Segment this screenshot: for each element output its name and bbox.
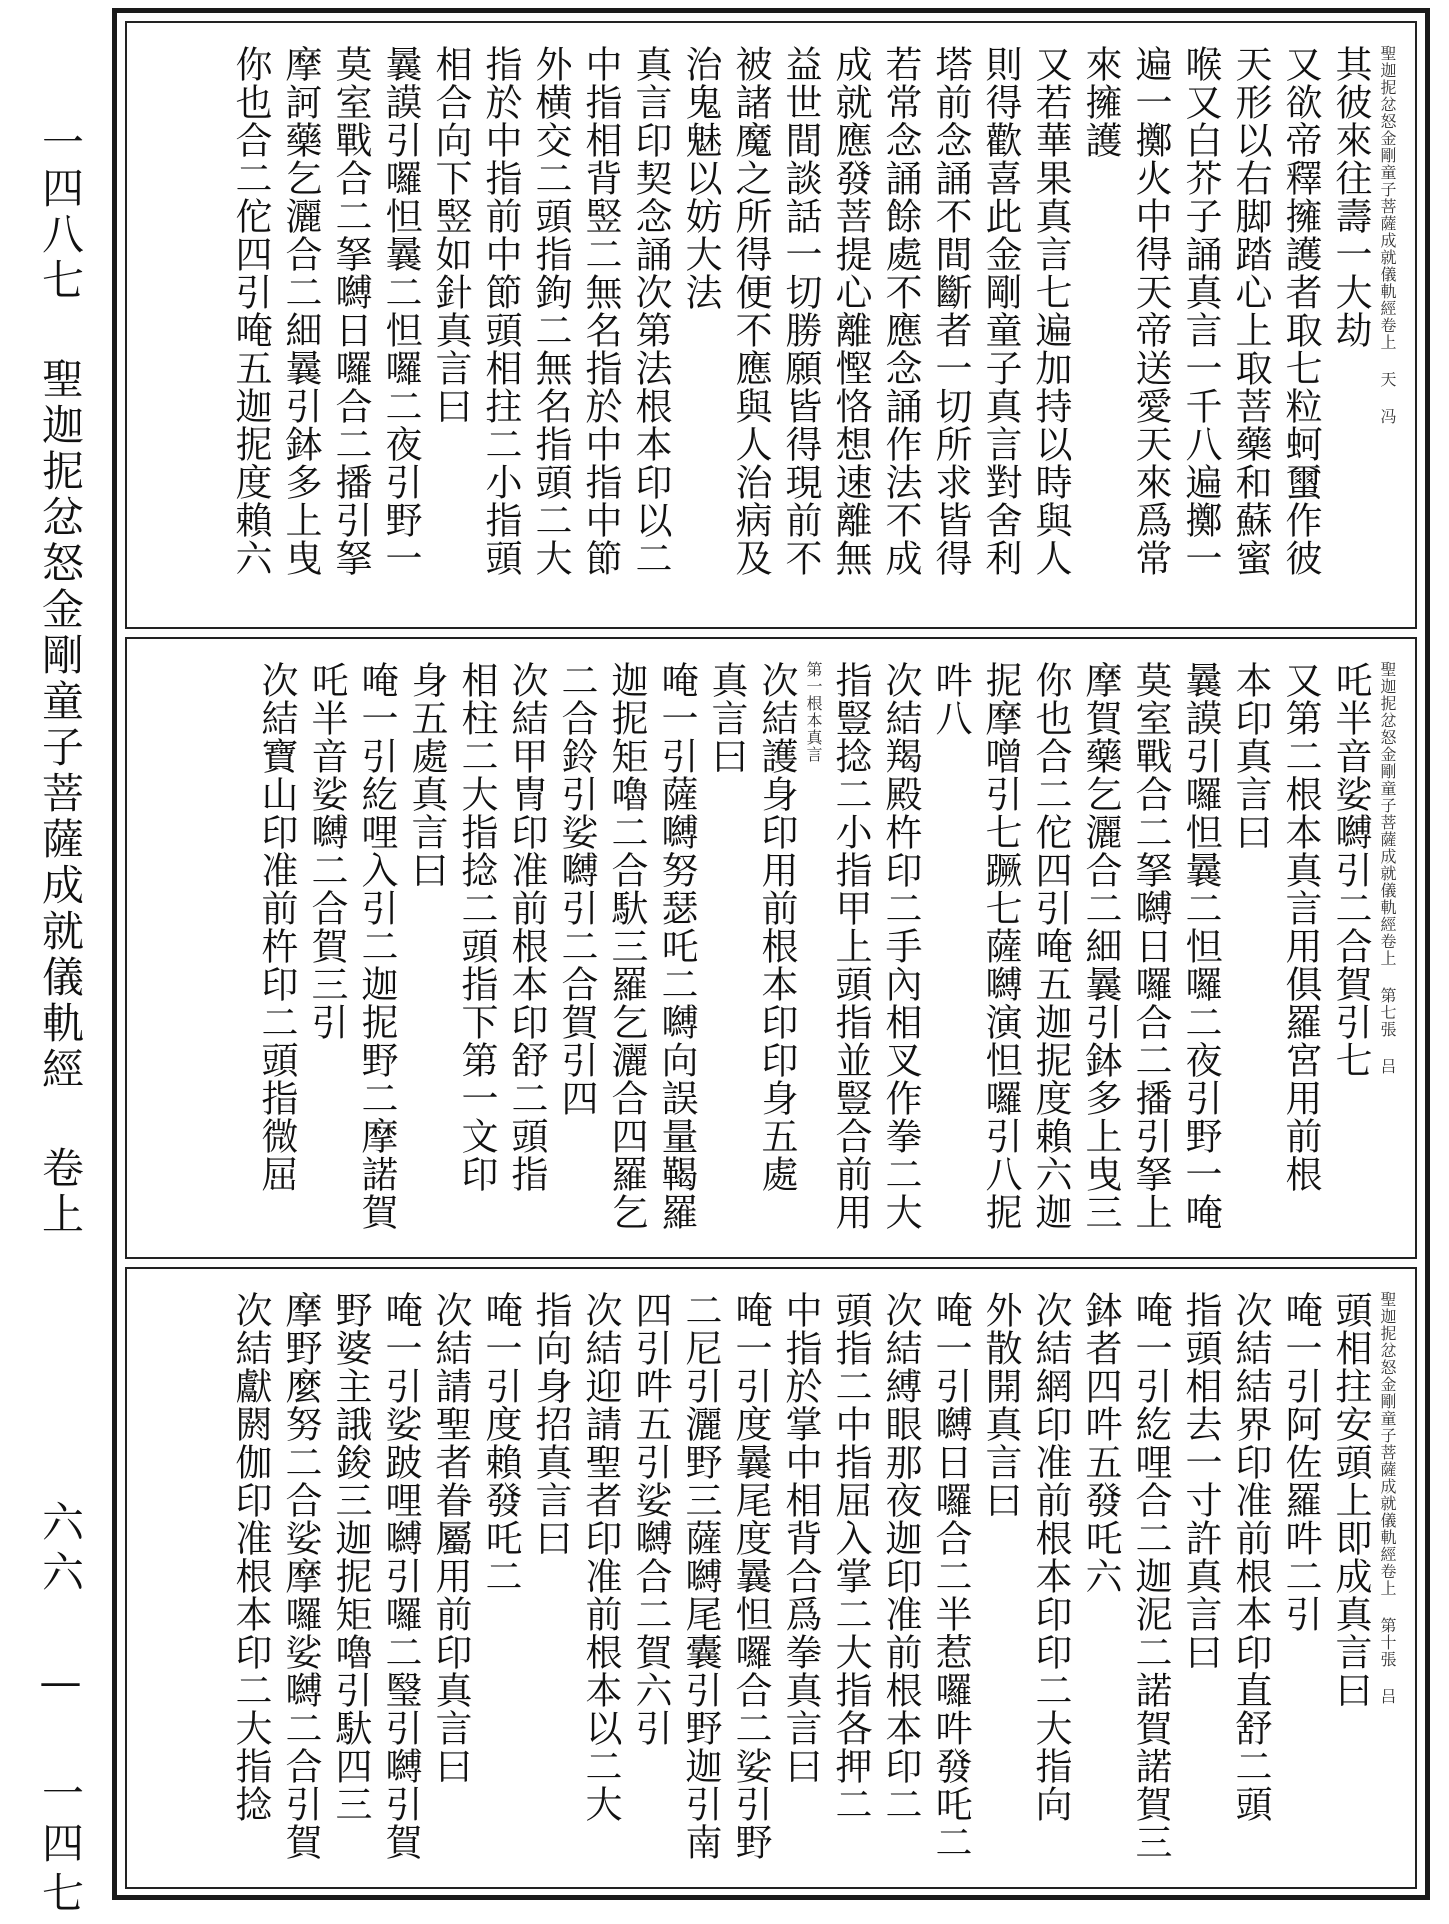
margin-page-number: 六六 — 一四七 xyxy=(36,1500,85,1921)
text-column: 又第二根本真言用俱羅宮用前根 xyxy=(1279,661,1322,1193)
text-column: 次結寶山印准前杵印二頭指微屈 xyxy=(255,661,298,1193)
text-panel-3 xyxy=(125,1267,1417,1889)
text-column: 四引吽五引娑嚩合二賀六引 xyxy=(629,1291,672,1747)
text-column: 頭指二中指屈入掌二大指各押二 xyxy=(829,1291,872,1823)
text-column: 又若華果真言七遍加持以時與人 xyxy=(1029,45,1072,577)
text-column: 莫室戰合二拏嚩日囉合二播引拏上 xyxy=(1129,661,1172,1231)
text-column: 則得歡喜此金剛童子真言對舍利 xyxy=(979,45,1022,577)
text-column: 次結甲冑印准前根本印舒二頭指 xyxy=(505,661,548,1193)
text-column: 唵一引度賴發吒二 xyxy=(479,1291,522,1595)
text-column: 摩賀藥乞灑合二細曩引鉢多上曳三 xyxy=(1079,661,1122,1231)
text-column: 唵一引阿佐羅吽二引 xyxy=(1279,1291,1322,1633)
text-column: 唵一引紇哩合二迦泥二諾賀諾賀三 xyxy=(1129,1291,1172,1861)
text-column: 唵一引度曩尾度曩怛囉合二娑引野 xyxy=(729,1291,772,1861)
text-column: 遍一擲火中得天帝送愛天來爲常 xyxy=(1129,45,1172,577)
panel-2-header: 聖迦抳忿怒金剛童子菩薩成就儀軌經卷上 第七張 吕 xyxy=(1378,661,1397,1075)
text-column-note: 第一根本真言 xyxy=(804,661,823,763)
text-column: 摩野麼努二合娑摩囉娑嚩二合引賀 xyxy=(279,1291,322,1861)
text-column: 喉又白芥子誦真言一千八遍擲一 xyxy=(1179,45,1222,577)
text-column: 次結縛眼那夜迦印准前根本印二 xyxy=(879,1291,922,1823)
text-column: 真言曰 xyxy=(705,661,748,775)
text-column: 你也合二佗四引唵五迦抳度賴六 xyxy=(229,45,272,577)
margin-column xyxy=(28,120,92,1921)
text-column: 曩謨引囉怛曩二怛囉二夜引野一唵 xyxy=(1179,661,1222,1231)
text-column: 抳摩噌引七蹶七薩嚩演怛囉引八抳 xyxy=(979,661,1022,1231)
panel-1-columns xyxy=(153,45,1397,609)
text-column: 真言印契念誦次第法根本印以二 xyxy=(629,45,672,577)
text-column: 指頭相去一寸許真言曰 xyxy=(1179,1291,1222,1671)
text-column: 中指相背竪二無名指於中指中節 xyxy=(579,45,622,577)
text-column: 中指於掌中相背合爲拳真言曰 xyxy=(779,1291,822,1785)
text-column: 若常念誦餘處不應念誦作法不成 xyxy=(879,45,922,577)
text-column: 二合鈴引娑嚩引二合賀引四 xyxy=(555,661,598,1117)
text-column: 次結網印准前根本印印二大指向 xyxy=(1029,1291,1072,1823)
text-column: 其彼來往壽一大劫 xyxy=(1329,45,1372,349)
text-column: 頭相拄安頭上即成真言曰 xyxy=(1329,1291,1372,1709)
text-column: 治鬼魅以妨大法 xyxy=(679,45,722,311)
text-column: 次結結界印准前根本印直舒二頭 xyxy=(1229,1291,1272,1823)
text-column: 吒半音娑嚩二合賀三引 xyxy=(305,661,348,1041)
text-column: 唵一引薩嚩努瑟吒二嚩向誤量鞨羅 xyxy=(655,661,698,1231)
text-column: 指向身招真言曰 xyxy=(529,1291,572,1557)
text-column: 又欲帝釋擁護者取七粒蚵蠒作彼 xyxy=(1279,45,1322,577)
text-column: 吒半音娑嚩引二合賀引七 xyxy=(1329,661,1372,1079)
text-column: 野婆主誐鋑三迦抳矩嚕引馱四三 xyxy=(329,1291,372,1823)
text-column: 摩訶藥乞灑合二細曩引鉢多上曳 xyxy=(279,45,322,577)
text-panel-2 xyxy=(125,637,1417,1259)
text-column: 相合向下竪如針真言曰 xyxy=(429,45,472,425)
text-column: 成就應發菩提心離慳恪想速離無 xyxy=(829,45,872,577)
text-column: 身五處真言曰 xyxy=(405,661,448,889)
text-column: 次結護身印用前根本印印身五處 xyxy=(755,661,798,1193)
text-column: 迦抳矩嚕二合馱三羅乞灑合四羅乞 xyxy=(605,661,648,1231)
text-column: 次結羯殿杵印二手內相叉作拳二大 xyxy=(879,661,922,1231)
text-column: 鉢者四吽五發吒六 xyxy=(1079,1291,1122,1595)
text-column: 外散開真言曰 xyxy=(979,1291,1022,1519)
text-column: 被諸魔之所得便不應與人治病及 xyxy=(729,45,772,577)
text-column: 莫室戰合二拏嚩日囉合二播引拏 xyxy=(329,45,372,577)
text-column: 二尼引灑野三薩嚩尾囊引野迦引南 xyxy=(679,1291,722,1861)
text-column: 曩謨引囉怛曩二怛囉二夜引野一 xyxy=(379,45,422,577)
text-column: 塔前念誦不間斷者一切所求皆得 xyxy=(929,45,972,577)
text-column: 次結請聖者眷屬用前印真言曰 xyxy=(429,1291,472,1785)
text-column: 來擁護 xyxy=(1079,45,1122,159)
margin-title: 一四八七 聖迦抳忿怒金剛童子菩薩成就儀軌經 卷上 xyxy=(36,120,85,1238)
text-column: 指豎捻二小指甲上頭指並豎合前用 xyxy=(829,661,872,1231)
text-column: 吽八 xyxy=(929,661,972,737)
panel-2-columns xyxy=(153,661,1397,1239)
text-column: 本印真言曰 xyxy=(1229,661,1272,851)
panel-3-header: 聖迦抳忿怒金剛童子菩薩成就儀軌經卷上 第十張 吕 xyxy=(1378,1291,1397,1705)
page-frame xyxy=(112,8,1430,1900)
text-column: 外横交二頭指鉤二無名指頭二大 xyxy=(529,45,572,577)
text-column: 天形以右脚踏心上取菩藥和蘇蜜 xyxy=(1229,45,1272,577)
panel-3-columns xyxy=(153,1291,1397,1869)
text-column: 次結獻閼伽印准根本印二大指捻 xyxy=(229,1291,272,1823)
panel-1-header: 聖迦抳忿怒金剛童子菩薩成就儀軌經卷上 天 冯 xyxy=(1378,45,1397,425)
text-column: 指於中指前中節頭相拄二小指頭 xyxy=(479,45,522,577)
text-panel-1 xyxy=(125,21,1417,629)
text-column: 相柱二大指捻二頭指下第一文印 xyxy=(455,661,498,1193)
text-column: 唵一引嚩日囉合二半惹囉吽發吒二 xyxy=(929,1291,972,1861)
text-column: 益世間談話一切勝願皆得現前不 xyxy=(779,45,822,577)
text-column: 你也合二佗四引唵五迦抳度賴六迦 xyxy=(1029,661,1072,1231)
text-column: 唵一引紇哩入引二迦抳野二摩諾賀 xyxy=(355,661,398,1231)
text-column: 唵一引娑跛哩嚩引囉二瑿引嚩引賀 xyxy=(379,1291,422,1861)
text-column: 次結迎請聖者印准前根本以二大 xyxy=(579,1291,622,1823)
